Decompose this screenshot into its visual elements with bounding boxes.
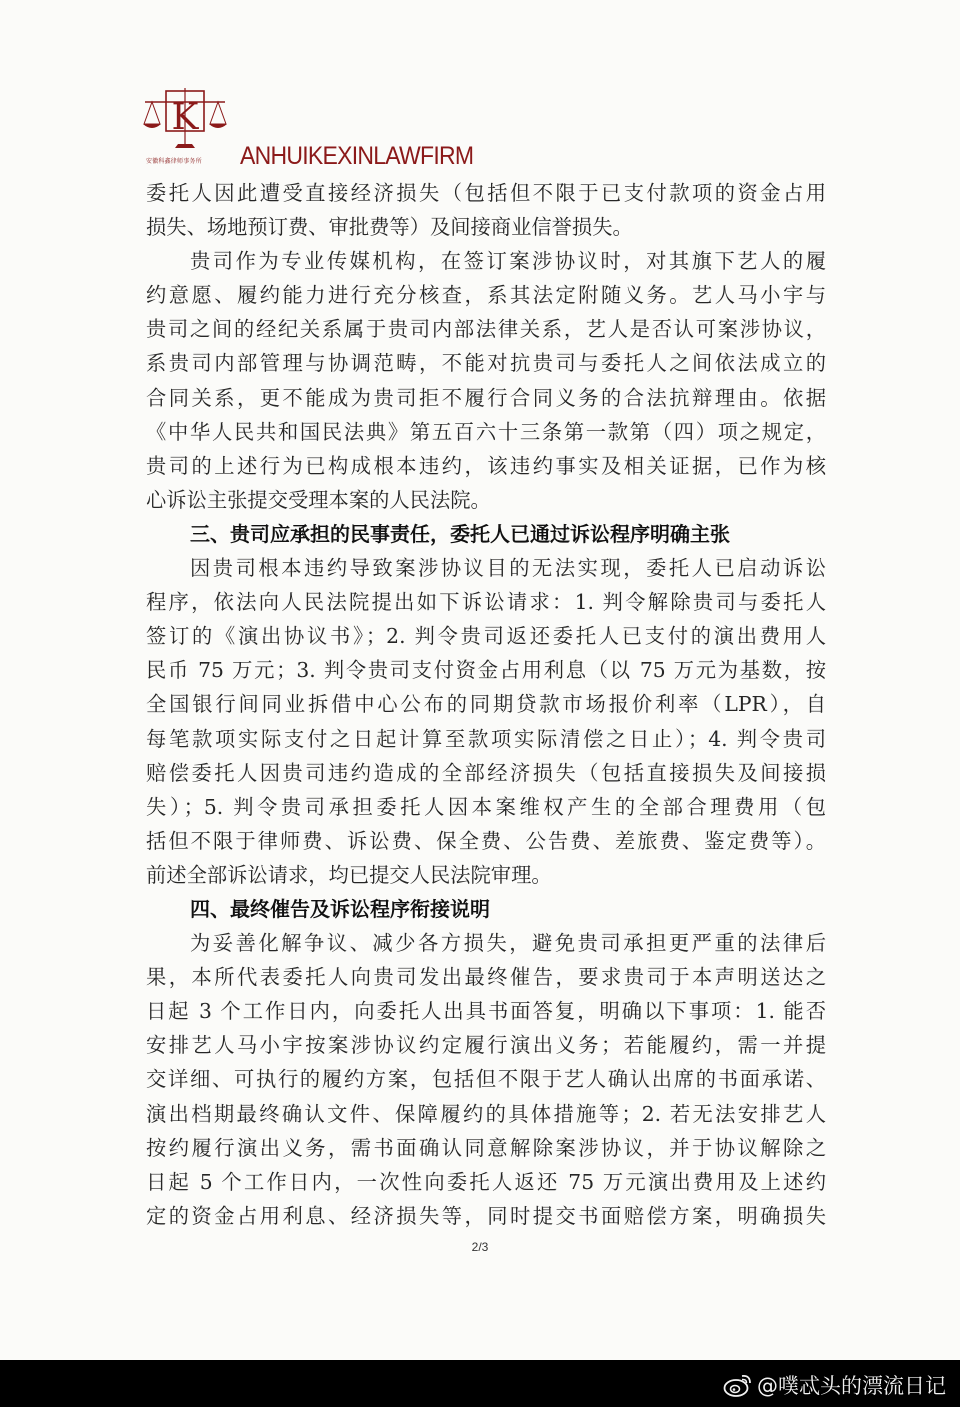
text-line: 赔偿委托人因贵司违约造成的全部经济损失（包括直接损失及间接损 <box>146 760 826 785</box>
text-line: 日起 5 个工作日内，一次性向委托人返还 75 万元演出费用及上述约 <box>146 1169 826 1194</box>
firm-name-english: ANHUIKEXINLAWFIRM <box>240 142 474 170</box>
text-line: 因贵司根本违约导致案涉协议目的无法实现，委托人已启动诉讼 <box>190 556 826 581</box>
text-line: 贵司的上述行为已构成根本违约，该违约事实及相关证据，已作为核 <box>146 453 826 478</box>
watermark <box>723 1370 946 1400</box>
letterhead <box>142 86 542 170</box>
text-line: 贵司之间的经纪关系属于贵司内部法律关系，艺人是否认可案涉协议， <box>146 317 826 342</box>
page-number: 2/3 <box>471 1240 489 1254</box>
svg-text:K: K <box>171 97 199 138</box>
watermark-text: @噗忒头的漂流日记 <box>757 1374 946 1398</box>
text-line: 约意愿、履约能力进行充分核查，系其法定附随义务。艺人马小宇与 <box>146 283 826 308</box>
text-line: 交详细、可执行的履约方案，包括但不限于艺人确认出席的书面承诺、 <box>146 1067 826 1092</box>
law-firm-logo <box>142 86 228 160</box>
text-line: 《中华人民共和国民法典》第五百六十三条第一款第（四）项之规定， <box>146 419 826 444</box>
text-line: 每笔款项实际支付之日起计算至款项实际清偿之日止）；4. 判令贵司 <box>146 726 826 751</box>
text-line: 按约履行演出义务，需书面确认同意解除案涉协议，并于协议解除之 <box>146 1135 826 1160</box>
text-line: 全国银行间同业拆借中心公布的同期贷款市场报价利率（LPR），自 <box>146 692 826 717</box>
text-line: 合同关系，更不能成为贵司拒不履行合同义务的合法抗辩理由。依据 <box>146 385 826 410</box>
text-line: 程序，依法向人民法院提出如下诉讼请求：1. 判令解除贵司与委托人 <box>146 590 826 615</box>
text-line: 系贵司内部管理与协调范畴，不能对抗贵司与委托人之间依法成立的 <box>146 351 826 376</box>
text-line: 安排艺人马小宇按案涉协议约定履行演出义务；若能履约，需一并提 <box>146 1033 826 1058</box>
text-line: 贵司作为专业传媒机构，在签订案涉协议时，对其旗下艺人的履 <box>190 249 826 274</box>
text-line: 损失、场地预订费、审批费等）及间接商业信誉损失。 <box>146 215 633 240</box>
text-line: 心诉讼主张提交受理本案的人民法院。 <box>146 487 491 512</box>
paragraph <box>146 244 826 517</box>
text-line: 演出档期最终确认文件、保障履约的具体措施等；2. 若无法安排艺人 <box>146 1101 826 1126</box>
paragraph <box>146 176 826 244</box>
paragraph <box>146 926 826 1233</box>
text-line: 委托人因此遭受直接经济损失（包括但不限于已支付款项的资金占用 <box>146 181 826 205</box>
section-heading: 三、贵司应承担的民事责任，委托人已通过诉讼程序明确主张 <box>190 521 730 546</box>
section-heading: 四、最终催告及诉讼程序衔接说明 <box>190 896 490 921</box>
text-line: 前述全部诉讼请求，均已提交人民法院审理。 <box>146 862 552 887</box>
text-line: 日起 3 个工作日内，向委托人出具书面答复，明确以下事项：1. 能否 <box>146 999 826 1024</box>
text-line: 民币 75 万元；3. 判令贵司支付资金占用利息（以 75 万元为基数，按 <box>146 658 826 683</box>
firm-name-chinese: 安徽科鑫律师事务所 <box>146 158 202 165</box>
weibo-icon <box>723 1372 753 1398</box>
letter-body <box>146 176 826 1233</box>
text-line: 签订的《演出协议书》；2. 判令贵司返还委托人已支付的演出费用人 <box>146 624 826 649</box>
text-line: 括但不限于律师费、诉讼费、保全费、公告费、差旅费、鉴定费等）。 <box>146 828 826 853</box>
text-line: 失）；5. 判令贵司承担委托人因本案维权产生的全部合理费用（包 <box>146 794 826 819</box>
text-line: 定的资金占用利息、经济损失等，同时提交书面赔偿方案，明确损失 <box>146 1203 826 1228</box>
text-line: 为妥善化解争议、减少各方损失，避免贵司承担更严重的法律后 <box>190 931 826 956</box>
text-line: 果，本所代表委托人向贵司发出最终催告，要求贵司于本声明送达之 <box>146 965 826 990</box>
paragraph <box>146 551 826 892</box>
